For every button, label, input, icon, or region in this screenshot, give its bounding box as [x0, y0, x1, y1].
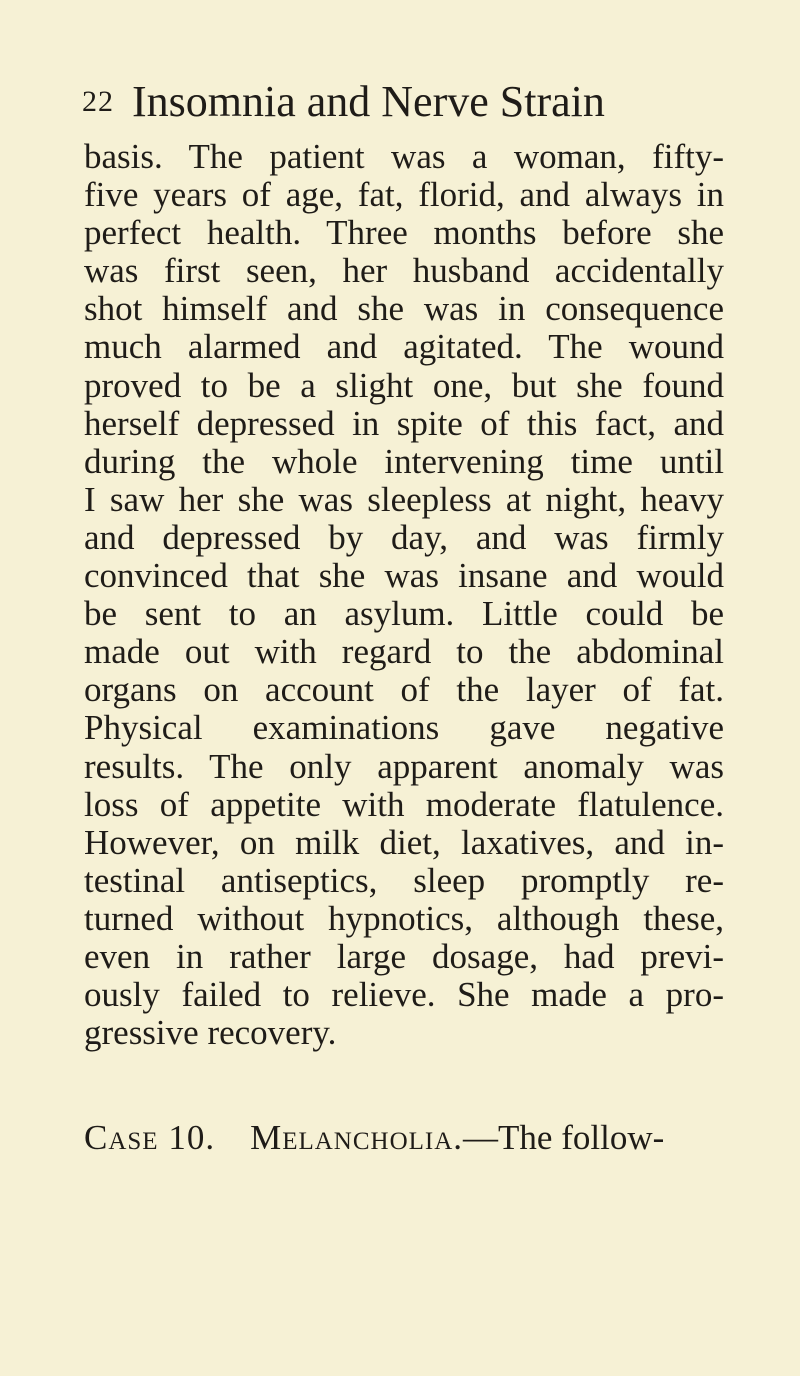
text-line: results. The only apparent anomaly was [84, 746, 724, 786]
running-title: Insomnia and Nerve Strain [132, 77, 605, 126]
text-line: made out with regard to the abdominal [84, 632, 724, 672]
text-line: shot himself and she was in consequence [84, 289, 724, 329]
case-continuation: —The follow- [463, 1118, 665, 1157]
text-line: turned without hypnotics, although these, [84, 898, 724, 938]
page-number: 22 [82, 84, 114, 118]
text-line: loss of appetite with moderate flatulence. [84, 784, 724, 824]
text-line: be sent to an asylum. Little could be [84, 594, 724, 634]
text-line: much alarmed and agitated. The wound [84, 327, 724, 367]
text-line: ously failed to relieve. She made a pro- [84, 975, 724, 1015]
case-title: Melancholia. [250, 1118, 464, 1157]
case-label: Case 10. [84, 1118, 216, 1157]
case-heading [84, 1118, 724, 1158]
text-line-last: gressive recovery. [84, 1013, 337, 1053]
text-line: testinal antiseptics, sleep promptly re- [84, 860, 724, 900]
text-line: convinced that she was insane and would [84, 556, 724, 596]
case-gap [224, 1118, 242, 1157]
text-line: herself depressed in spite of this fact, and [84, 403, 724, 443]
text-line: basis. The patient was a woman, fifty- [84, 137, 724, 176]
text-line: I saw her she was sleepless at night, heavy [84, 479, 724, 519]
text-line: five years of age, fat, florid, and always in [84, 175, 724, 215]
text-line: However, on milk diet, laxatives, and in- [84, 822, 724, 862]
text-line: even in rather large dosage, had previ- [84, 936, 724, 976]
text-line: proved to be a slight one, but she found [84, 365, 724, 405]
text-line: organs on account of the layer of fat. [84, 670, 724, 710]
text-line: perfect health. Three months before she [84, 213, 724, 253]
body-paragraph [84, 138, 724, 1052]
text-line: Physical examinations gave negative [84, 708, 724, 748]
running-head [82, 76, 722, 136]
text-line: and depressed by day, and was firmly [84, 517, 724, 557]
text-line: during the whole intervening time until [84, 441, 724, 481]
text-line: was first seen, her husband accidentally [84, 251, 724, 291]
